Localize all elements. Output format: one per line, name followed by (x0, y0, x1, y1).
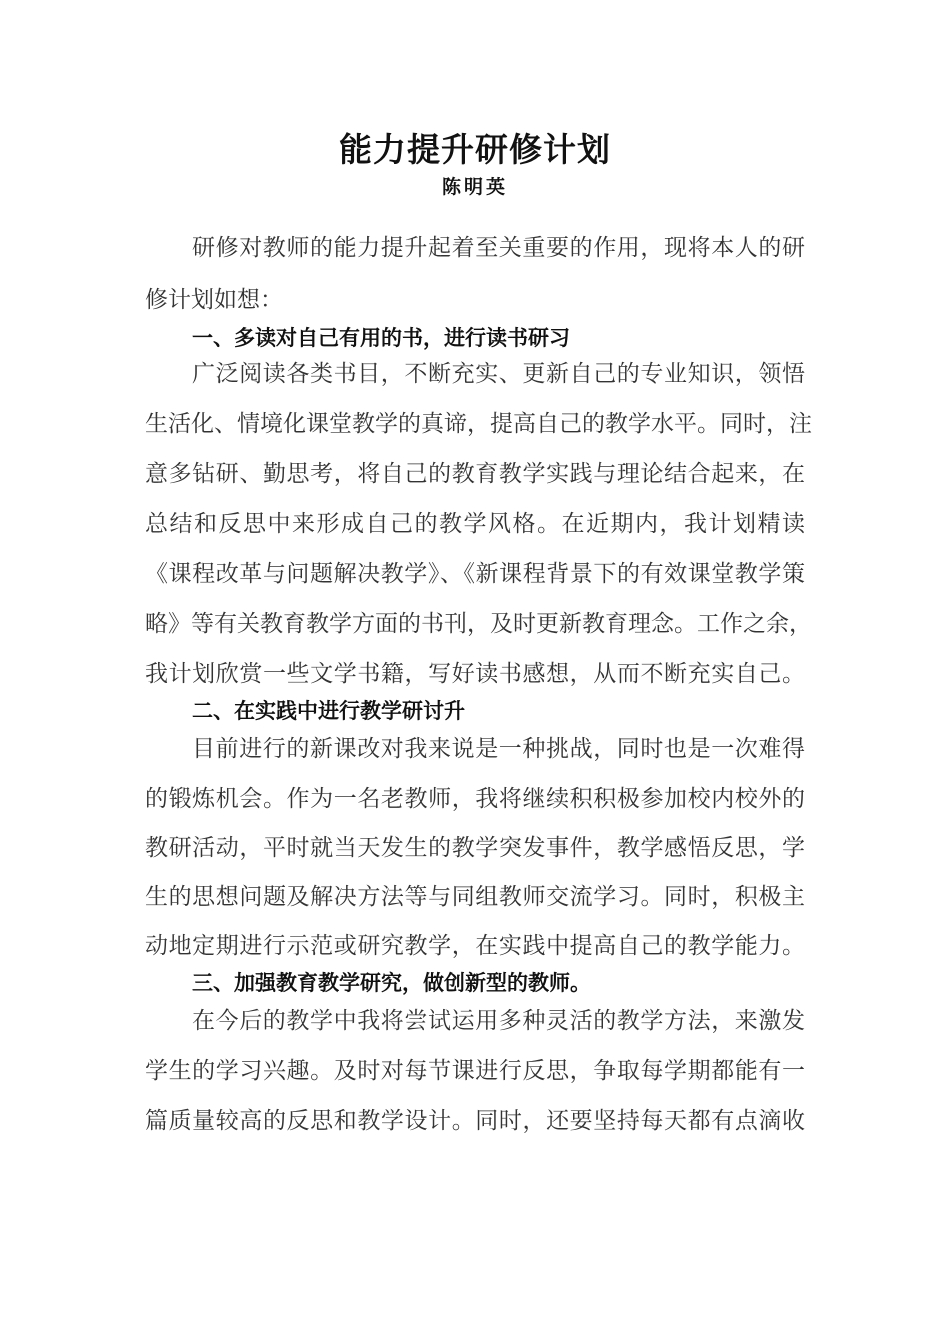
intro-line: 研修对教师的能力提升起着至关重要的作用，现将本人的研 (192, 235, 805, 261)
document-title: 能力提升研修计划 (339, 130, 611, 169)
section-heading-reading: 一、多读对自己有用的书，进行读书研习 (192, 326, 570, 350)
paragraph-line: 总结和反思中来形成自己的教学风格。在近期内，我计划精读 (145, 511, 805, 537)
document-author: 陈明英 (441, 176, 508, 198)
paragraph-line: 的锻炼机会。作为一名老教师，我将继续积积极参加校内校外的 (145, 786, 805, 812)
paragraph-line: 教研活动，平时就当天发生的教学突发事件，教学感悟反思，学 (145, 835, 805, 861)
paragraph-line: 学生的学习兴趣。及时对每节课进行反思，争取每学期都能有一 (145, 1058, 805, 1084)
paragraph-line: 我计划欣赏一些文学书籍，写好读书感想，从而不断充实自己。 (145, 661, 805, 687)
paragraph-line: 在今后的教学中我将尝试运用多种灵活的教学方法，来激发 (192, 1008, 805, 1034)
paragraph-line: 广泛阅读各类书目，不断充实、更新自己的专业知识，领悟 (192, 361, 805, 387)
section-heading-research: 三、加强教育教学研究，做创新型的教师。 (192, 971, 591, 995)
paragraph-line: 生的思想问题及解决方法等与同组教师交流学习。同时，积极主 (145, 884, 805, 910)
paragraph-line: 动地定期进行示范或研究教学，在实践中提高自己的教学能力。 (145, 933, 805, 959)
paragraph-line: 意多钻研、勤思考，将自己的教育教学实践与理论结合起来，在 (145, 461, 805, 487)
paragraph-line: 目前进行的新课改对我来说是一种挑战，同时也是一次难得 (192, 736, 805, 762)
paragraph-line: 篇质量较高的反思和教学设计。同时，还要坚持每天都有点滴收 (145, 1108, 805, 1134)
intro-line: 修计划如想： (145, 287, 283, 313)
section-heading-practice: 二、在实践中进行教学研讨升 (192, 699, 465, 723)
paragraph-line: 略》等有关教育教学方面的书刊，及时更新教育理念。工作之余， (145, 611, 812, 637)
paragraph-line: 生活化、情境化课堂教学的真谛，提高自己的教学水平。同时，注 (145, 411, 812, 437)
paragraph-line: 《课程改革与问题解决教学》、《新课程背景下的有效课堂教学策 (145, 561, 805, 587)
